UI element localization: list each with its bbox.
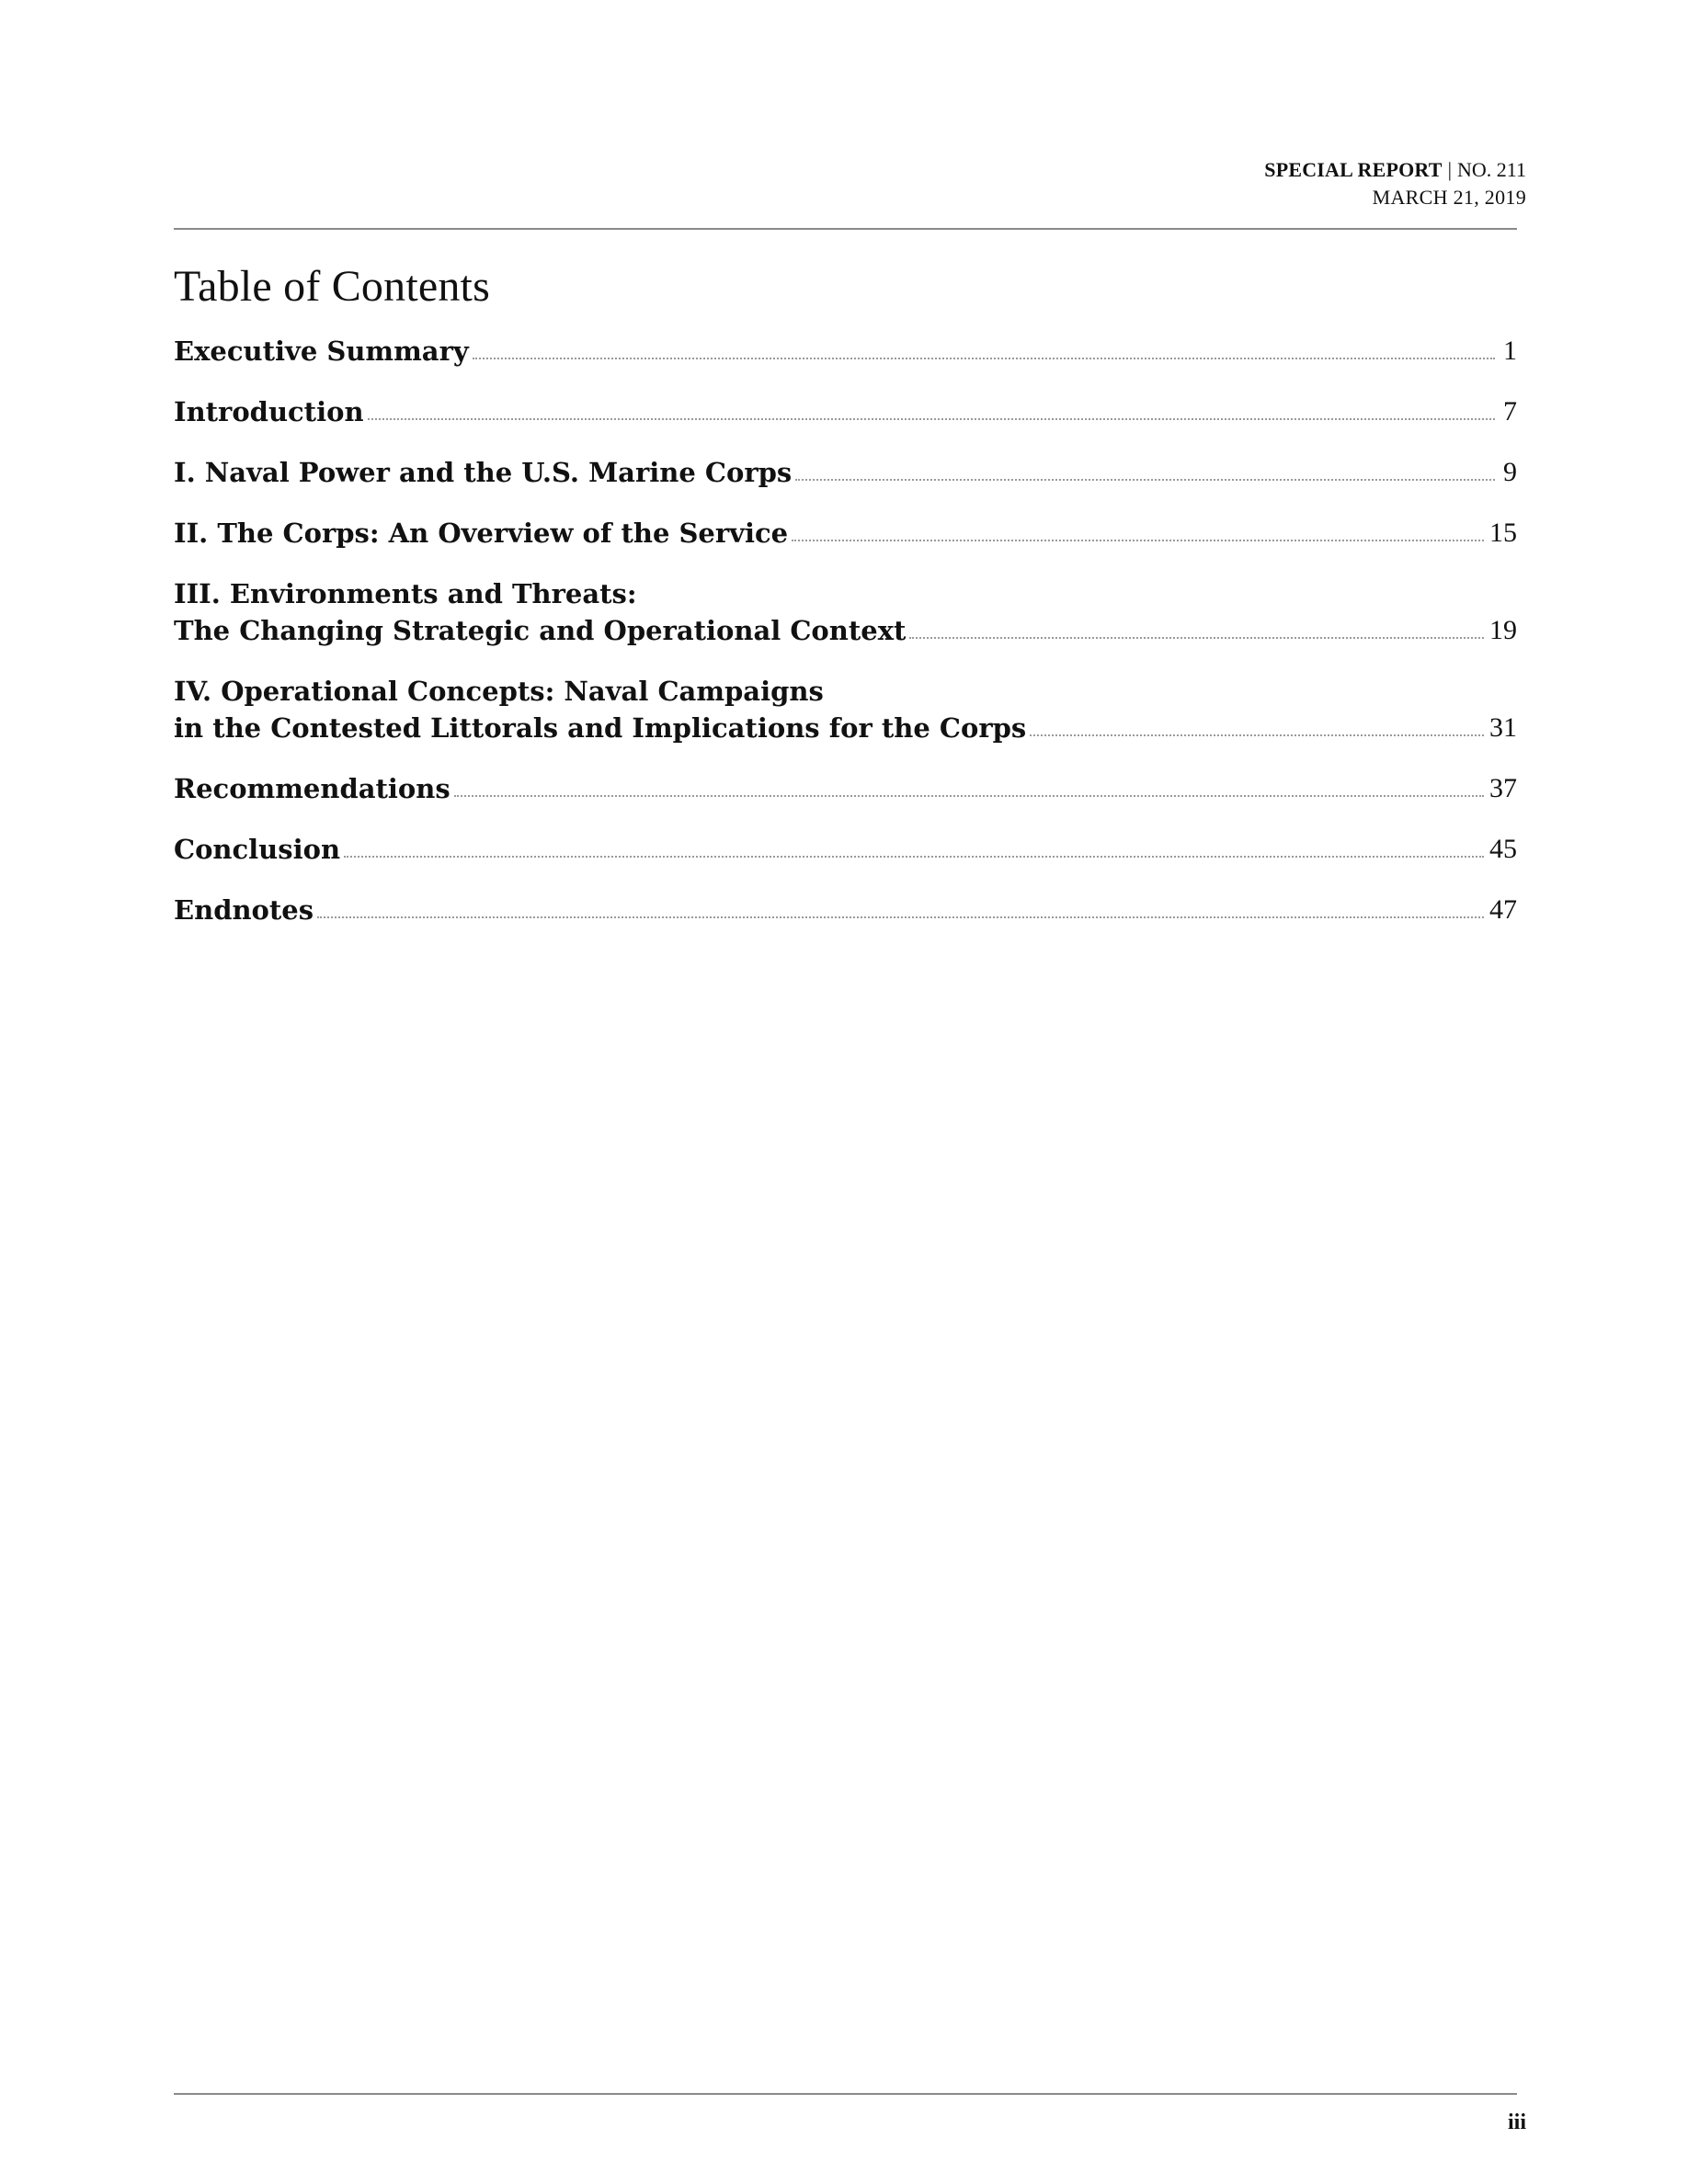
report-label: SPECIAL REPORT (1264, 158, 1443, 181)
toc-entry[interactable] (174, 333, 1517, 370)
toc-entry-page-number: 31 (1489, 712, 1517, 743)
toc-dot-leader (317, 916, 1484, 918)
toc-entry-label-line: in the Contested Littorals and Implications for the Corps (174, 712, 1027, 744)
toc-entry-label-line: Executive Summary (174, 336, 469, 367)
toc-entry-page-number: 19 (1489, 615, 1517, 645)
toc-entry-label-line: III. Environments and Threats: (174, 578, 637, 609)
toc-entry[interactable] (174, 393, 1517, 430)
toc-entry-label (174, 515, 788, 552)
toc-entry-page-number: 15 (1489, 518, 1517, 548)
toc-entry-page-number: 7 (1503, 396, 1517, 427)
toc-entry-page-number: 1 (1503, 336, 1517, 366)
toc-dot-leader (1030, 734, 1484, 736)
toc-entry-label (174, 673, 1026, 746)
footer-divider (174, 2093, 1517, 2095)
page-folio: iii (1507, 2110, 1526, 2134)
toc-entry-page-number: 9 (1503, 457, 1517, 487)
toc-entry-label-line: Endnotes (174, 894, 314, 926)
toc-entry-label-line: Recommendations (174, 773, 451, 804)
toc-title: Table of Contents (174, 262, 490, 311)
toc-entry[interactable] (174, 673, 1517, 746)
report-number: NO. 211 (1457, 158, 1526, 181)
toc-entry[interactable] (174, 831, 1517, 868)
header-divider (174, 228, 1517, 230)
toc-dot-leader (454, 795, 1484, 797)
toc-entry-label (174, 393, 364, 430)
toc-entry-label-line: The Changing Strategic and Operational Context (174, 615, 907, 646)
toc-list (174, 333, 1517, 952)
report-line (1264, 156, 1526, 184)
toc-entry-label (174, 575, 906, 649)
toc-entry-label (174, 892, 314, 928)
toc-entry-label-line: II. The Corps: An Overview of the Service (174, 518, 789, 549)
page-header (1264, 156, 1526, 211)
toc-entry[interactable] (174, 575, 1517, 649)
report-separator: | (1447, 158, 1453, 181)
toc-entry-page-number: 37 (1489, 773, 1517, 803)
toc-entry[interactable] (174, 770, 1517, 807)
toc-entry[interactable] (174, 892, 1517, 928)
toc-dot-leader (909, 637, 1484, 639)
toc-dot-leader (795, 479, 1495, 481)
toc-entry-label-line: IV. Operational Concepts: Naval Campaigns (174, 676, 824, 707)
toc-entry-page-number: 47 (1489, 894, 1517, 925)
toc-entry-label (174, 770, 451, 807)
toc-dot-leader (344, 856, 1484, 858)
toc-entry-label (174, 454, 792, 491)
toc-entry-label-line: I. Naval Power and the U.S. Marine Corps (174, 457, 793, 488)
toc-entry-label (174, 831, 340, 868)
toc-entry-page-number: 45 (1489, 834, 1517, 864)
toc-entry-label-line: Introduction (174, 396, 364, 427)
toc-entry-label (174, 333, 469, 370)
toc-dot-leader (473, 358, 1495, 359)
toc-entry-label-line: Conclusion (174, 834, 341, 865)
toc-dot-leader (368, 418, 1495, 420)
toc-entry[interactable] (174, 454, 1517, 491)
toc-dot-leader (792, 540, 1484, 541)
toc-entry[interactable] (174, 515, 1517, 552)
report-date: MARCH 21, 2019 (1372, 186, 1526, 209)
